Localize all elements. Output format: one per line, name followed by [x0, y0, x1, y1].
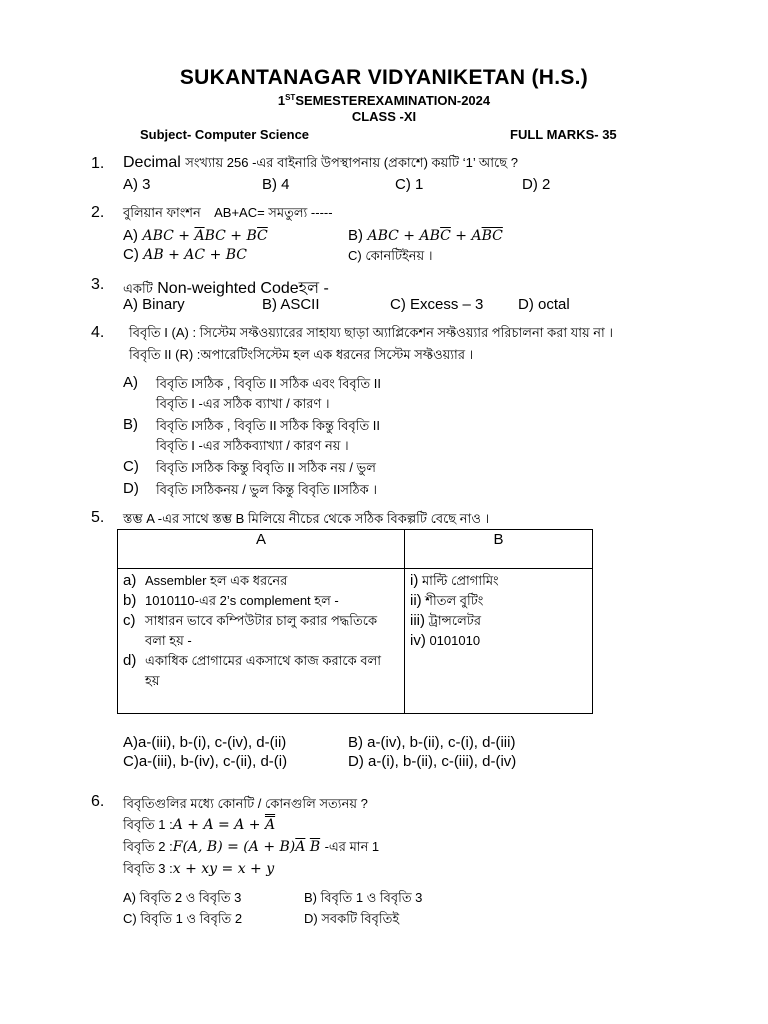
q3-option-b: B) ASCII [262, 296, 320, 313]
q2-text-a: বুলিয়ান ফাংশন [123, 205, 201, 220]
q1-option-a: A) 3 [123, 176, 151, 193]
column-b-item: iii) ট্রান্সলেটর [410, 612, 481, 629]
q4-statement-1: বিবৃতি I (A) : সিস্টেম সফ্টওয়্যারের সাহায্য ছাড়া অ্যাপ্লিকেশন সফ্টওয়্যার পরিচালনা করা যায় না । [129, 325, 614, 340]
q6-statement-3: বিবৃতি 3 :x + xy = x + y [123, 861, 275, 877]
q1-number: 1. [91, 155, 105, 172]
q5-option-d: D) a-(i), b-(ii), c-(iii), d-(iv) [348, 753, 517, 770]
q4-option-a-label: A) [123, 374, 138, 391]
column-a-item: c) সাধারন ভাবে কম্পিউটার চালু করার পদ্ধতিকে [123, 612, 378, 629]
class-label: CLASS -XI [351, 109, 417, 124]
q2-option-b: B) ABC + $AB\overline{C} + A\overline{BC}$ [348, 227, 503, 244]
q4-option-c-label: C) [123, 458, 139, 475]
q3-option-d: D) octal [518, 296, 570, 313]
q6-number: 6. [91, 793, 105, 810]
q4-option-c: বিবৃতি Iসঠিক কিন্তু বিবৃতি II সঠিক নয় / ভুল [156, 460, 376, 475]
q6-statement-2: বিবৃতি 2 :F(A, $B) = (A + B)\overline{A}$ $\overline{B}$ -এর মান 1 [123, 839, 380, 855]
column-a-item-cont: বলা হয় - [145, 633, 192, 648]
q1-text-b: সংখ্যায় 256 -এর বাইনারি উপস্থাপনায় (প্রকাশে) কয়টি ‘1’ আছে ? [185, 155, 518, 170]
match-table-body [118, 569, 593, 714]
column-b-item: ii) শীতল বুটিং [410, 592, 484, 609]
q4-option-a-line2: বিবৃতি I -এর সঠিক ব্যাখা / কারণ । [156, 396, 330, 411]
column-b-item: iv) 0101010 [410, 632, 481, 649]
q4-option-b-line1: বিবৃতি Iসঠিক , বিবৃতি II সঠিক কিন্তু বিবৃতি II [156, 418, 381, 433]
exam-prefix: 1 [277, 93, 286, 108]
q5-text: স্তম্ভ A -এর সাথে স্তম্ভ B মিলিয়ে নীচের থেকে সঠিক বিকল্পটি বেছে নাও । [123, 511, 490, 526]
q2-text-b: AB+AC= সমতুল্য ----- [214, 205, 333, 220]
q6-option-d: D) সবকটি বিবৃতিই [304, 911, 400, 926]
full-marks-label: FULL MARKS- 35 [510, 127, 617, 142]
subject-label: Subject- Computer Science [140, 127, 310, 142]
q2-number: 2. [91, 204, 105, 221]
column-b-header: B [405, 530, 593, 569]
q1-option-d: D) 2 [522, 176, 551, 193]
q4-number: 4. [91, 324, 105, 341]
q5-option-c: C)a-(iii), b-(iv), c-(ii), d-(i) [123, 753, 288, 770]
q2-option-c: C) AB + AC + BC [123, 246, 248, 263]
q1-option-c: C) 1 [395, 176, 424, 193]
q2-option-a: A) ABC + $\overline{A}BC + B\overline{C}$ [123, 227, 268, 244]
q4-statement-2: বিবৃতি II (R) :অপারেটিংসিস্টেম হল এক ধরনের সিস্টেম সফ্টওয়্যার । [129, 347, 474, 362]
column-a-cell [118, 569, 405, 714]
exam-title [0, 93, 768, 108]
exam-superscript: ST [285, 93, 296, 102]
q2-option-d: C) কোনটিইনয় । [348, 248, 433, 263]
q4-option-d: বিবৃতি Iসঠিকনয় / ভুল কিন্তু বিবৃতি IIসঠিক । [156, 482, 377, 497]
q3-number: 3. [91, 276, 105, 293]
q3-text: একটি Non-weighted Codeহল - [123, 280, 329, 297]
column-a-item: b) 1010110-এর 2’s complement হল - [123, 592, 339, 609]
column-a-header: A [118, 530, 405, 569]
q6-option-a: A) বিবৃতি 2 ও বিবৃতি 3 [123, 890, 242, 905]
q1-option-b: B) 4 [262, 176, 290, 193]
q3-option-c: C) Excess – 3 [390, 296, 484, 313]
q6-option-b: B) বিবৃতি 1 ও বিবৃতি 3 [304, 890, 423, 905]
q5-option-a: A)a-(iii), b-(i), c-(iv), d-(ii) [123, 734, 287, 751]
q6-option-c: C) বিবৃতি 1 ও বিবৃতি 2 [123, 911, 243, 926]
column-b-cell [405, 569, 593, 714]
q4-option-a-line1: বিবৃতি Iসঠিক , বিবৃতি II সঠিক এবং বিবৃতি II [156, 376, 381, 391]
q5-number: 5. [91, 509, 105, 526]
exam-rest: SEMESTEREXAMINATION-2024 [295, 93, 491, 108]
q1-text-a: Decimal [123, 154, 181, 171]
q1-text [123, 154, 518, 175]
q4-option-b-line2: বিবৃতি I -এর সঠিকব্যাখ্যা / কারণ নয় । [156, 438, 349, 453]
q2-text [123, 204, 333, 225]
column-a-item-cont: হয় [145, 673, 160, 688]
q6-text: বিবৃতিগুলির মধ্যে কোনটি / কোনগুলি সত্যনয় ? [123, 796, 368, 811]
match-table [117, 529, 593, 714]
column-a-item: a) Assembler হল এক ধরনের [123, 572, 288, 589]
q6-statement-1: বিবৃতি 1 :A + A = A + A [123, 817, 276, 833]
q5-option-b: B) a-(iv), b-(ii), c-(i), d-(iii) [348, 734, 516, 751]
school-name: SUKANTANAGAR VIDYANIKETAN (H.S.) [179, 66, 589, 89]
q3-option-a: A) Binary [123, 296, 185, 313]
match-table-header [118, 530, 593, 569]
column-a-item: d) একাধিক প্রোগামের একসাথে কাজ করাকে বলা [123, 652, 382, 669]
q4-option-d-label: D) [123, 480, 139, 497]
q4-option-b-label: B) [123, 416, 138, 433]
column-b-item: i) মাল্টি প্রোগামিং [410, 572, 499, 589]
